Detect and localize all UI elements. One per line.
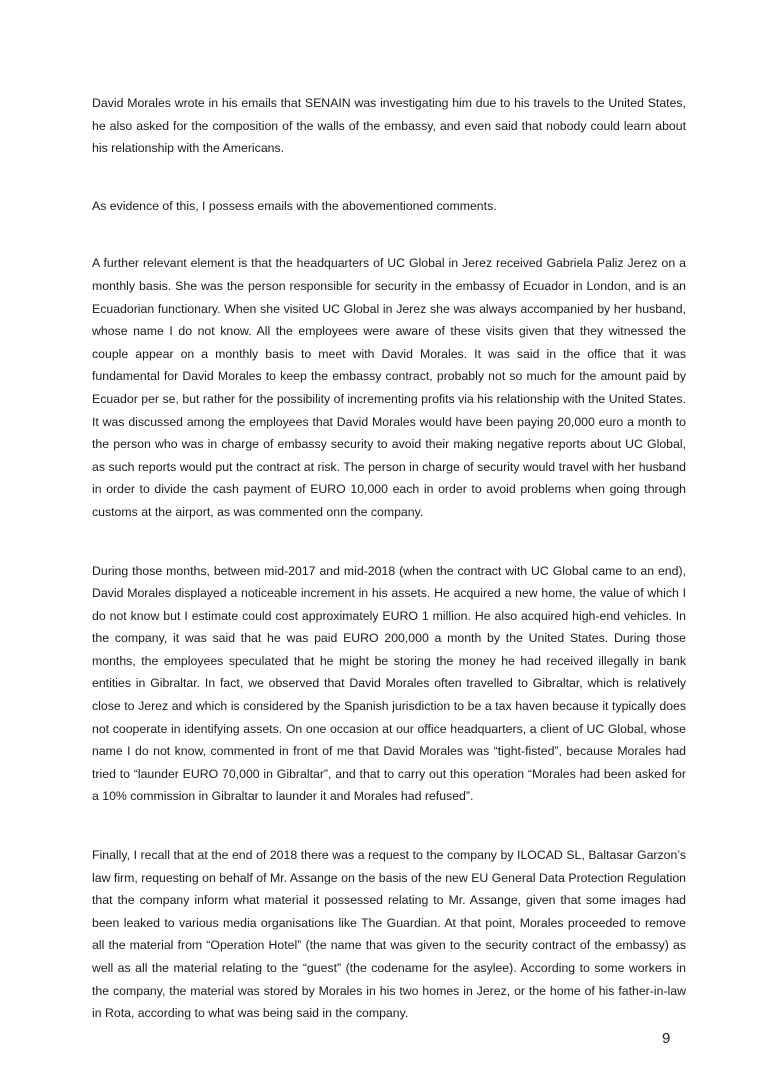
paragraph-evidence: As evidence of this, I possess emails with the abovementioned comments. bbox=[92, 198, 497, 213]
paragraph-assets-increment: During those months, between mid-2017 and mid-2018 (when the contract with UC Global came to an end), David Morales displayed a noticeable increment in his assets. He acquired a new home, the value of which I do not know but I estimate could cost approximately EURO 1 million. He also acquired high-end vehicles. In the company, it was said that he was paid EURO 200,000 a month by the United States. During those months, the employees speculated that he might be storing the money he had received illegally in bank entities in Gibraltar. In fact, we observed that David Morales often travelled to Gibraltar, which is relatively close to Jerez and which is considered by the Spanish jurisdiction to be a tax haven because it typically does not cooperate in identifying assets. On one occasion at our office headquarters, a client of UC Global, whose name I do not know, commented in front of me that David Morales was “tight-fisted”, because Morales had tried to “launder EURO 70,000 in Gibraltar”, and that to carry out this operation “Morales had been asked for a 10% commission in Gibraltar to launder it and Morales had refused”. bbox=[92, 563, 686, 804]
paragraph-spacer bbox=[92, 524, 686, 560]
document-page bbox=[92, 92, 686, 1025]
paragraph-senain-emails: David Morales wrote in his emails that SENAIN was investigating him due to his travels to the United States, he also asked for the composition of the walls of the embassy, and even said that nobody could learn about his relationship with the Americans. bbox=[92, 96, 686, 156]
paragraph-spacer bbox=[92, 217, 686, 252]
page-number: 9 bbox=[662, 1030, 671, 1047]
paragraph-ilocad-request: Finally, I recall that at the end of 2018 there was a request to the company by ILOCAD SL, Baltasar Garzon’s law firm, requesting on behalf of Mr. Assange on the basis of the new EU General Data Protection Regulation that the company inform what material it possessed relating to Mr. Assange, given that some images had been leaked to various media organisations like The Guardian. At that point, Morales proceeded to remove all the material from “Operation Hotel” (the name that was given to the security contract of the embassy) as well as all the material relating to the “guest” (the codename for the asylee). According to some workers in the company, the material was stored by Morales in his two homes in Jerez, or the home of his father-in-law in Rota, according to what was being said in the company. bbox=[92, 848, 686, 1021]
paragraph-headquarters-visits: A further relevant element is that the headquarters of UC Global in Jerez received Gabriela Paliz Jerez on a monthly basis. She was the person responsible for security in the embassy of Ecuador in London, and is an Ecuadorian functionary. When she visited UC Global in Jerez she was always accompanied by her husband, whose name I do not know. All the employees were aware of these visits given that they witnessed the couple appear on a monthly basis to meet with David Morales. It was said in the office that it was fundamental for David Morales to keep the embassy contract, probably not so much for the amount paid by Ecuador per se, but rather for the possibility of incrementing profits via his relationship with the United States. It was discussed among the employees that David Morales would have been paying 20,000 euro a month to the person who was in charge of embassy security to avoid their making negative reports about UC Global, as such reports would put the contract at risk. The person in charge of security would travel with her husband in order to divide the cash payment of EURO 10,000 each in order to avoid problems when going through customs at the airport, as was commented onn the company. bbox=[92, 256, 686, 519]
paragraph-spacer bbox=[92, 808, 686, 844]
paragraph-spacer bbox=[92, 160, 686, 195]
